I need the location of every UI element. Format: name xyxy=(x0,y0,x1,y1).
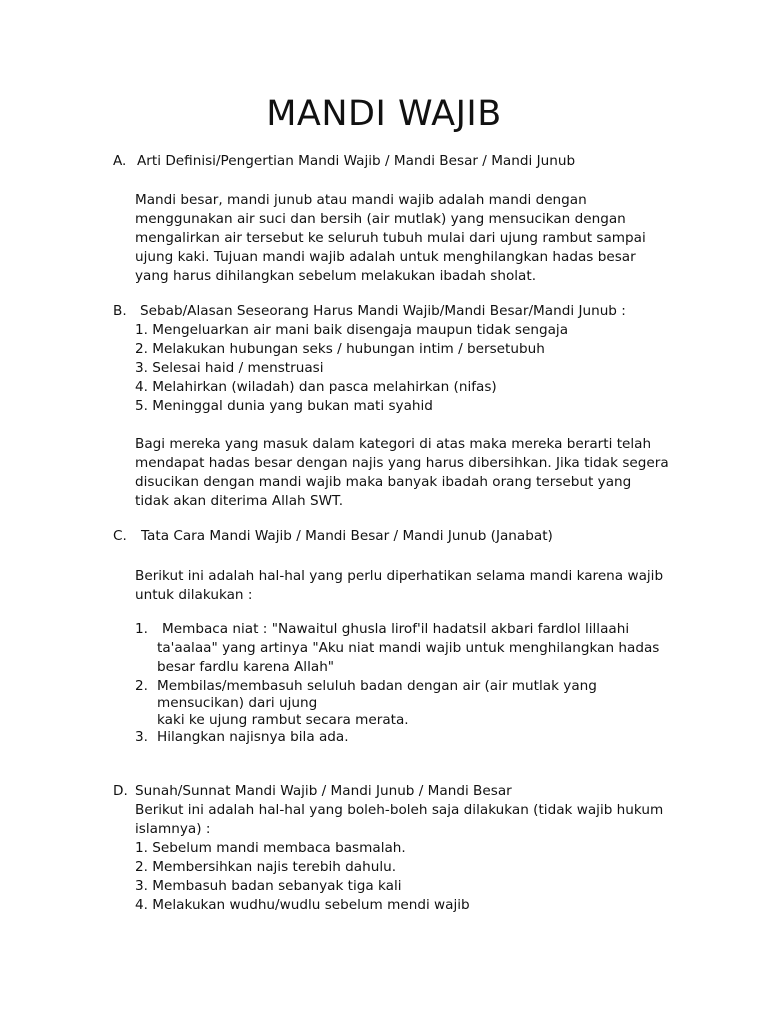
section-a-paragraph-line: mengalirkan air tersebut ke seluruh tubuh mulai dari ujung rambut sampai xyxy=(135,230,646,246)
section-b-letter: B. xyxy=(113,303,127,319)
section-d-list-item: 3. Membasuh badan sebanyak tiga kali xyxy=(135,878,402,894)
section-c-step-line: besar fardlu karena Allah" xyxy=(157,659,335,675)
section-c-step-number: 1. xyxy=(135,621,148,637)
section-a-letter: A. xyxy=(113,153,127,169)
section-d-intro-line: islamnya) : xyxy=(135,821,211,837)
section-c-step-number: 3. xyxy=(135,729,148,745)
section-c-step-line: kaki ke ujung rambut secara merata. xyxy=(157,712,409,728)
section-c-intro-line: Berikut ini adalah hal-hal yang perlu diperhatikan selama mandi karena wajib xyxy=(135,568,664,584)
section-b-heading: Sebab/Alasan Seseorang Harus Mandi Wajib/Mandi Besar/Mandi Junub : xyxy=(140,303,626,319)
document-title: MANDI WAJIB xyxy=(266,94,502,134)
section-a-paragraph-line: yang harus dihilangkan sebelum melakukan ibadah sholat. xyxy=(135,268,537,284)
section-b-paragraph-line: Bagi mereka yang masuk dalam kategori di atas maka mereka berarti telah xyxy=(135,436,652,452)
section-c-step-line: Membaca niat : "Nawaitul ghusla lirof'il hadatsil akbari fardlol lillaahi xyxy=(162,621,630,637)
section-c-letter: C. xyxy=(113,528,127,544)
section-a-paragraph-line: menggunakan air suci dan bersih (air mutlak) yang mensucikan dengan xyxy=(135,211,626,227)
section-d-intro-line: Berikut ini adalah hal-hal yang boleh-boleh saja dilakukan (tidak wajib hukum xyxy=(135,802,664,818)
section-c-heading: Tata Cara Mandi Wajib / Mandi Besar / Mandi Junub (Janabat) xyxy=(141,528,553,544)
section-b-paragraph-line: mendapat hadas besar dengan najis yang harus dibersihkan. Jika tidak segera xyxy=(135,455,669,471)
section-a-paragraph-line: Mandi besar, mandi junub atau mandi wajib adalah mandi dengan xyxy=(135,192,587,208)
section-b-list-item: 3. Selesai haid / menstruasi xyxy=(135,360,324,376)
section-c-step-number: 2. xyxy=(135,678,148,694)
section-a-heading: Arti Definisi/Pengertian Mandi Wajib / Mandi Besar / Mandi Junub xyxy=(137,153,576,169)
section-d-letter: D. xyxy=(113,783,128,799)
section-d-list-item: 1. Sebelum mandi membaca basmalah. xyxy=(135,840,406,856)
section-b-list-item: 2. Melakukan hubungan seks / hubungan intim / bersetubuh xyxy=(135,341,545,357)
section-c-intro-line: untuk dilakukan : xyxy=(135,587,253,603)
section-d-list-item: 2. Membersihkan najis terebih dahulu. xyxy=(135,859,397,875)
section-b-list-item: 4. Melahirkan (wiladah) dan pasca melahirkan (nifas) xyxy=(135,379,497,395)
section-b-list-item: 1. Mengeluarkan air mani baik disengaja maupun tidak sengaja xyxy=(135,322,569,338)
section-c-step-line: Membilas/membasuh seluluh badan dengan air (air mutlak yang xyxy=(157,678,597,694)
section-c-step-line: ta'aalaa" yang artinya "Aku niat mandi wajib untuk menghilangkan hadas xyxy=(157,640,660,656)
section-b-paragraph-line: tidak akan diterima Allah SWT. xyxy=(135,493,344,509)
section-c-step-line: Hilangkan najisnya bila ada. xyxy=(157,729,349,745)
section-d-heading: Sunah/Sunnat Mandi Wajib / Mandi Junub / Mandi Besar xyxy=(135,783,512,799)
section-b-list-item: 5. Meninggal dunia yang bukan mati syahid xyxy=(135,398,433,414)
section-b-paragraph-line: disucikan dengan mandi wajib maka banyak ibadah orang tersebut yang xyxy=(135,474,632,490)
section-a-paragraph-line: ujung kaki. Tujuan mandi wajib adalah untuk menghilangkan hadas besar xyxy=(135,249,636,265)
section-c-step-line: mensucikan) dari ujung xyxy=(157,695,318,711)
section-d-list-item: 4. Melakukan wudhu/wudlu sebelum mendi wajib xyxy=(135,897,470,913)
